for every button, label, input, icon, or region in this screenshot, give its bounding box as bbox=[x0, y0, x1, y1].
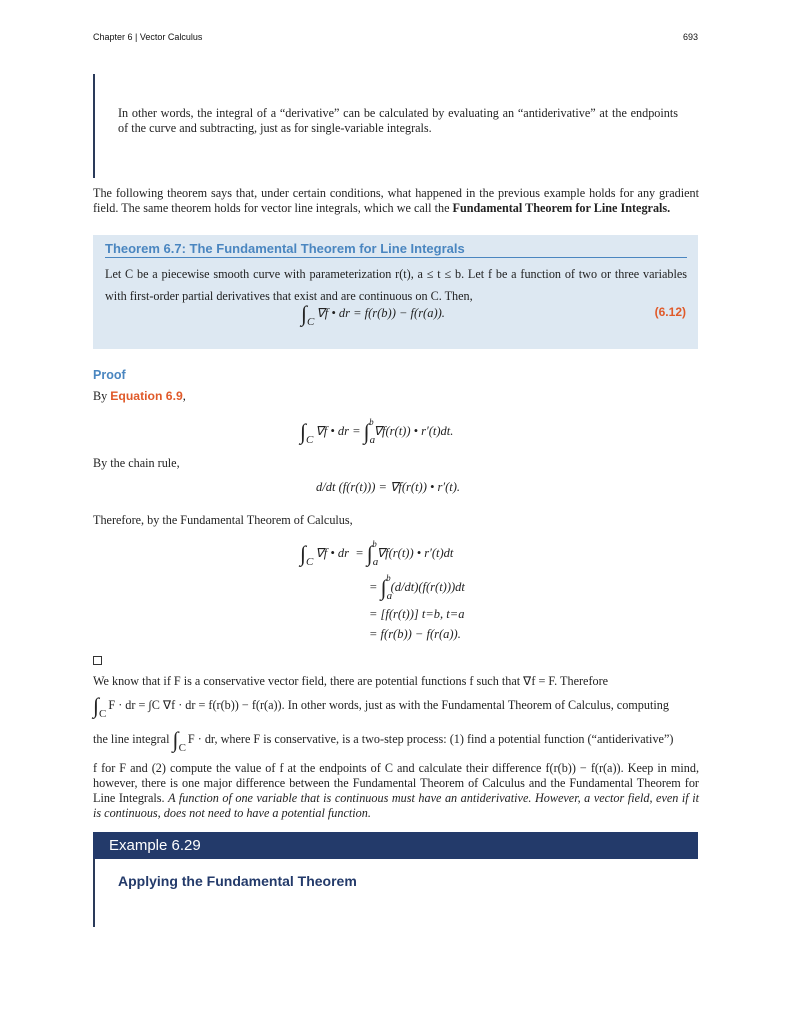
integral-sign: ∫ bbox=[363, 419, 370, 444]
subscript: C bbox=[306, 556, 314, 568]
line-2-text: F · dr = ∫C ∇f · dr = f(r(b)) − f(r(a)). In other words, just as with the Fundamental Theorem of Calculus, computing bbox=[108, 698, 669, 712]
comma: , bbox=[182, 389, 186, 403]
theorem-title: Theorem 6.7: The Fundamental Theorem for Line Integrals bbox=[105, 241, 687, 258]
integral-sign: ∫ bbox=[300, 419, 307, 444]
subscript: C bbox=[178, 742, 186, 754]
line-3-end: F · dr, where F is conservative, is a two-step process: (1) find a potential function (“antiderivative”) bbox=[187, 732, 674, 746]
line-3-start: the line integral bbox=[93, 732, 173, 746]
equation-right: ∇f(r(t)) • r′(t)dt. bbox=[373, 424, 454, 438]
subscript: C bbox=[306, 434, 314, 446]
equation-link[interactable]: Equation 6.9 bbox=[110, 389, 183, 403]
upper-limit: b bbox=[386, 573, 391, 583]
intro-text: The following theorem says that, under certain conditions, what happened in the previous example holds for any gradient field. The same theorem holds for vector line integrals, which we call the bbox=[93, 186, 699, 215]
theorem-equation bbox=[301, 301, 445, 328]
equals: = bbox=[369, 580, 378, 594]
qed-square-icon bbox=[93, 656, 102, 665]
lower-limit: a bbox=[386, 590, 393, 602]
therefore-text: Therefore, by the Fundamental Theorem of Calculus, bbox=[93, 513, 353, 527]
note-bar bbox=[93, 74, 95, 178]
line-1-left: ∇f • dr bbox=[315, 546, 349, 560]
proof-heading: Proof bbox=[93, 368, 126, 382]
subscript: C bbox=[99, 708, 107, 720]
equation-left: ∇f • dr = bbox=[315, 424, 364, 438]
integral-sign: ∫ bbox=[300, 541, 307, 566]
equation-number: (6.12) bbox=[654, 305, 686, 319]
lower-limit: a bbox=[372, 556, 379, 568]
line-4-text: f for F and (2) compute the value of f at the endpoints of C and calculate their difference f(r(b)) − f(r(a)). Keep in mind, however, there is one major difference between the Fundamental Theorem of Calculus and the Fundamental Theorem for Line Integrals. bbox=[93, 761, 699, 805]
equals: = bbox=[355, 546, 367, 560]
paragraph-line-1: We know that if F is a conservative vector field, there are potential functions f such that ∇f = F. Therefore bbox=[93, 674, 609, 688]
proof-line-4: = f(r(b)) − f(r(a)). bbox=[369, 627, 461, 641]
example-subtitle: Applying the Fundamental Theorem bbox=[118, 873, 357, 889]
page-number: 693 bbox=[682, 32, 698, 42]
proof-line-2 bbox=[369, 573, 465, 602]
proof-equation-1 bbox=[300, 417, 453, 446]
proof-equation-2: d/dt (f(r(t))) = ∇f(r(t)) • r′(t). bbox=[316, 480, 461, 494]
proof-line-3: = [f(r(t))] t=b, t=a bbox=[369, 607, 465, 621]
paragraph-line-4 bbox=[93, 761, 699, 821]
intro-paragraph bbox=[93, 186, 699, 216]
proof-by bbox=[93, 389, 699, 404]
integral-sign: ∫ bbox=[93, 693, 100, 718]
upper-limit: b bbox=[369, 417, 374, 427]
paragraph-line-3 bbox=[93, 727, 699, 756]
intro-bold: Fundamental Theorem for Line Integrals. bbox=[452, 201, 671, 215]
italic-remark: A function of one variable that is continuous must have an antiderivative. However, a vector field, even if it is continuous, does not need to have a potential function. bbox=[93, 791, 699, 820]
theorem-text: Let C be a piecewise smooth curve with parameterization r(t), a ≤ t ≤ b. Let f be a function of two or three variables with first-order partial derivatives that exist and are continuous on C. Then, bbox=[105, 267, 687, 303]
theorem-box bbox=[93, 235, 698, 349]
chain-rule-text: By the chain rule, bbox=[93, 456, 180, 470]
line-1-right: ∇f(r(t)) • r′(t)dt bbox=[376, 546, 454, 560]
lower-limit: a bbox=[369, 434, 376, 446]
integral-sign: ∫ bbox=[380, 575, 387, 600]
example-header: Example 6.29 bbox=[93, 832, 698, 859]
by-text: By bbox=[93, 389, 111, 403]
subscript: C bbox=[307, 316, 315, 328]
proof-line-1 bbox=[300, 539, 453, 568]
example-bar bbox=[93, 859, 95, 927]
equation-body: ∇f • dr = f(r(b)) − f(r(a)). bbox=[316, 306, 445, 320]
line-2-body: (d/dt)(f(r(t)))dt bbox=[390, 580, 465, 594]
upper-limit: b bbox=[372, 539, 377, 549]
integral-sign: ∫ bbox=[301, 301, 308, 326]
note-text: In other words, the integral of a “derivative” can be calculated by evaluating an “antiderivative” at the endpoints of the curve and subtracting, just as for single-variable integrals. bbox=[118, 106, 678, 135]
integral-sign: ∫ bbox=[366, 541, 373, 566]
integral-sign: ∫ bbox=[172, 727, 179, 752]
chapter-header: Chapter 6 | Vector Calculus bbox=[93, 32, 203, 42]
paragraph-line-2 bbox=[93, 693, 699, 722]
